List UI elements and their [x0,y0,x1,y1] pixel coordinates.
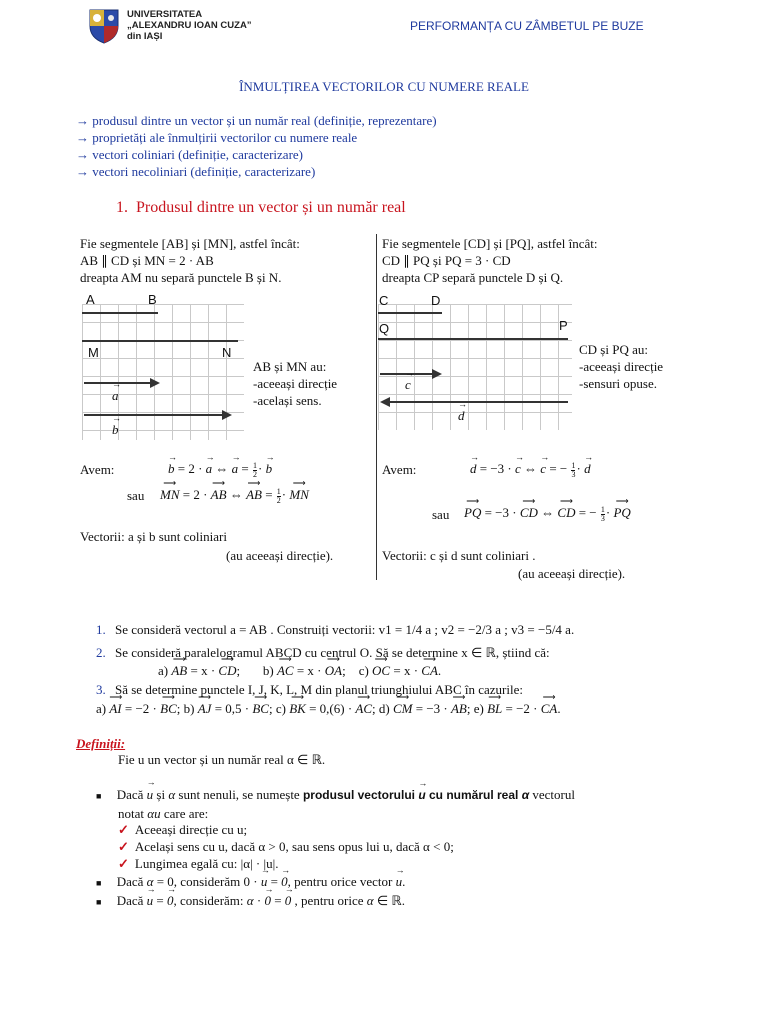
topic-item: → produsul dintre un vector și un număr real (definiție, reprezentare) [76,113,437,128]
checkmark-icon: ✓ [118,839,129,854]
topic-item: → vectori coliniari (definiție, caracterizare) [76,147,304,162]
crest-icon [88,8,120,44]
vector-a-label: → a [112,388,119,404]
right-intro-line1: Fie segmentele [CD] și [PQ], astfel încât: [382,236,598,251]
exercise-number: 3. [96,682,106,697]
right-description-head: CD și PQ au: [579,342,648,357]
left-avem-label: Avem: [80,462,115,477]
right-conclusion-note: (au aceeași direcție). [518,566,626,581]
definitions-intro: Fie u un vector și un număr real α ∈ ℝ. [118,752,326,767]
right-intro-line2: CD ∥ PQ și PQ = 3 · CD [382,253,511,268]
arrow-right-icon: → [76,130,89,145]
right-intro [382,235,682,286]
segment-mn [82,340,238,342]
column-divider [376,234,377,580]
topic-item: → vectori necoliniari (definiție, caracterizare) [76,164,316,179]
bullet-icon: ■ [96,878,102,888]
arrow-right-icon: → [76,113,89,128]
point-c: C [379,293,389,308]
university-logo [88,8,120,44]
bullet-icon: ■ [96,791,102,801]
vector-c-label: → c [405,377,411,393]
left-sau-label: sau [127,488,145,503]
point-b: B [148,292,157,307]
point-q: Q [379,321,390,336]
vector-c-arrowhead [432,369,442,379]
topic-list [76,112,437,180]
check-item: ✓ Aceeași direcție cu u; [118,822,248,837]
left-equation-2: ⟶ MN = 2 · ⟶ AB ⇔ ⟶ AB = $\frac{1}{2}$ · ⟶ MN [160,487,309,505]
right-figure [378,304,572,430]
exercise-text: Să se determine punctele I, J, K, L, M din planul triunghiului ABC în cazurile: [115,682,523,697]
definition-bullet-1: ■ Dacă → u și α sunt nenuli, se numește produsul vectorului → u cu numărul real α vectorul notat αu care are: [96,786,696,822]
vector-a-arrowhead [150,378,160,388]
right-description [579,341,663,392]
right-equation-1: → d = −3 · → c ⇔ → c = − $\frac{1}{3}$ · → d [470,461,591,479]
vector-d-arrowhead [380,397,390,407]
vector-b-arrowhead [222,410,232,420]
segment-pq [378,338,568,340]
exercise-number: 1. [96,622,106,637]
point-m: M [88,345,99,360]
exercise-2-items: a) ⟶ AB = x · ⟶ CD; b) ⟶ AC = x · ⟶ OA; c) ⟶ OC = x · ⟶ CA. [158,663,441,679]
checkmark-icon: ✓ [118,856,129,871]
exercise-3-items: a) ⟶ AI = −2 · ⟶ BC; b) ⟶ AJ = 0,5 · ⟶ BC; c) ⟶ BK = 0,(6) · ⟶ AC; d) ⟶ CM = −3 · ⟶ AB; e) ⟶ BL = −2 · ⟶ CA. [96,701,561,717]
segment-ab [82,312,158,314]
left-conclusion: Vectorii: a și b sunt coliniari [80,529,227,544]
left-description-head: AB și MN au: [253,359,327,374]
definition-bullet-2: ■ Dacă α = 0, considerăm 0 · → u = → 0, pentru orice vector → u. [96,874,405,890]
right-sau-label: sau [432,507,450,522]
right-equation-2: ⟶ PQ = −3 · ⟶ CD ⇔ ⟶ CD = − $\frac{1}{3}$ · ⟶ PQ [464,505,631,523]
point-d: D [431,293,441,308]
right-description-1: -aceeași direcție [579,359,664,374]
logo-line-3: din IAȘI [127,31,163,42]
definition-bullet-3: ■ Dacă → u = → 0, considerăm: α · → 0 = → 0 , pentru orice α ∈ ℝ. [96,893,405,909]
exercise-text: Se consideră paralelogramul ABCD cu centrul O. Să se determine x ∈ ℝ, știind că: [115,645,550,660]
right-description-2: -sensuri opuse. [579,376,657,391]
left-vectors [82,376,244,436]
point-p: P [559,318,568,333]
left-description [253,358,337,409]
point-n: N [222,345,232,360]
right-avem-label: Avem: [382,462,417,477]
left-intro-line3: dreapta AM nu separă punctele B și N. [80,270,282,285]
segment-cd [378,312,442,314]
left-intro-line2: AB ∥ CD și MN = 2 · AB [80,253,214,268]
arrow-right-icon: → [76,147,89,162]
left-intro [80,235,372,286]
left-description-1: -aceeași direcție [253,376,338,391]
check-item: ✓ Același sens cu u, dacă α > 0, sau sens opus lui u, dacă α < 0; [118,839,454,854]
logo-line-1: UNIVERSITATEA [127,9,203,20]
checkmark-icon: ✓ [118,822,129,837]
vector-b-label: → b [112,422,119,438]
left-intro-line1: Fie segmentele [AB] și [MN], astfel încât: [80,236,300,251]
slogan: PERFORMANȚA CU ZÂMBETUL PE BUZE [410,19,644,33]
exercise-number: 2. [96,645,106,660]
exercise-text: Se consideră vectorul a = AB . Construiți vectorii: v1 = 1/4 a ; v2 = −2/3 a ; v3 = −5/4 a. [115,622,575,637]
section-heading: 1. Produsul dintre un vector și un număr real [116,199,406,216]
topic-item: → proprietăți ale înmulțirii vectorilor cu numere reale [76,130,358,145]
page-title: ÎNMULȚIREA VECTORILOR CU NUMERE REALE [239,79,529,94]
left-conclusion-note: (au aceeași direcție). [226,548,334,563]
left-figure [82,304,244,440]
right-intro-line3: dreapta CP separă punctele D și Q. [382,270,564,285]
right-conclusion: Vectorii: c și d sunt coliniari . [382,548,536,563]
bullet-icon: ■ [96,897,102,907]
left-description-2: -același sens. [253,393,322,408]
vector-d-label: → d [458,408,465,424]
check-item: ✓ Lungimea egală cu: |α| · |u|. [118,856,279,871]
definitions-heading: Definiții: [76,736,126,751]
left-equation-1: → b = 2 · → a ⇔ → a = $\frac{1}{2}$ · → b [168,461,272,479]
point-a: A [86,292,95,307]
university-name [127,9,252,42]
logo-line-2: „ALEXANDRU IOAN CUZA” [127,20,252,31]
exercise-1 [96,622,574,638]
exercise-2 [96,645,550,661]
arrow-right-icon: → [76,164,89,179]
